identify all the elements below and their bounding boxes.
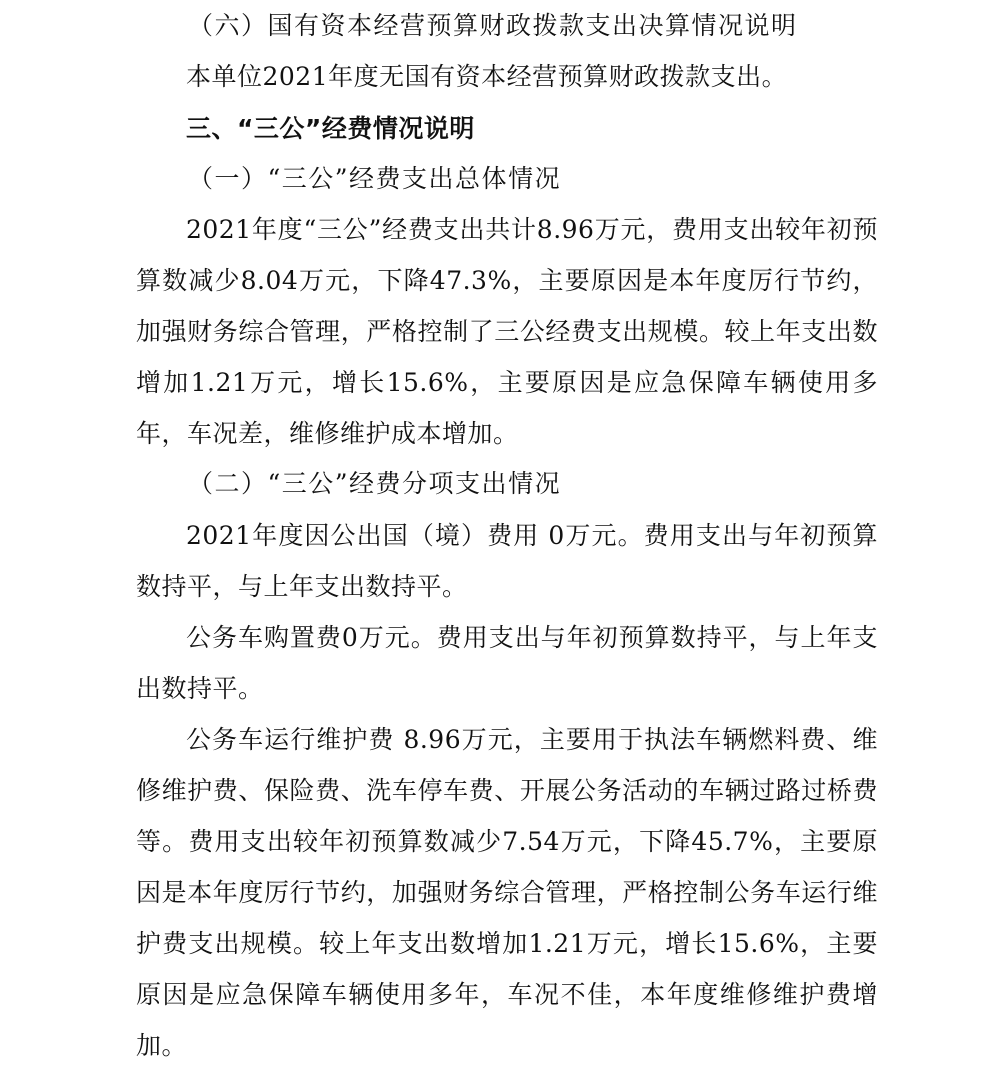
section-6-heading: （六）国有资本经营预算财政拨款支出决算情况说明 [188,11,798,40]
sub-2-para-2-block [136,612,878,714]
sub-2-para-3-block [136,714,878,1071]
sub-2-para-2: 公务车购置费0万元。费用支出与年初预算数持平，与上年支出数持平。 [136,623,878,703]
section-6-heading-block [136,0,878,51]
part-3-heading: 三、“三公”经费情况说明 [186,114,475,143]
sub-2-heading: （二）“三公”经费分项支出情况 [188,469,562,498]
sub-2-para-3: 公务车运行维护费 8.96万元，主要用于执法车辆燃料费、维修维护费、保险费、洗车停车费、开展公务活动的车辆过路过桥费等。费用支出较年初预算数减少7.54万元，下降45.7%，主要原因是本年度厉行节约，加强财务综合管理，严格控制公务车运行维护费支出规模。较上年支出数增加1.21万元，增长15.6%，主要原因是应急保障车辆使用多年，车况不佳，本年度维修维护费增加。 [136,725,878,1060]
sub-1-body-block [136,204,878,459]
sub-1-heading: （一）“三公”经费支出总体情况 [188,164,562,193]
sub-1-body: 2021年度“三公”经费支出共计8.96万元，费用支出较年初预算数减少8.04万元，下降47.3%，主要原因是本年度厉行节约，加强财务综合管理，严格控制了三公经费支出规模。较上年支出数增加1.21万元，增长15.6%，主要原因是应急保障车辆使用多年，车况差，维修维护成本增加。 [136,215,878,448]
section-6-body: 本单位2021年度无国有资本经营预算财政拨款支出。 [186,62,788,91]
sub-2-heading-block [136,458,878,509]
sub-1-heading-block [136,153,878,204]
sub-2-para-1: 2021年度因公出国（境）费用 0万元。费用支出与年初预算数持平，与上年支出数持平。 [136,521,878,601]
part-3-heading-block [136,103,878,154]
sub-2-para-1-block [136,510,878,612]
section-6-body-block [136,51,878,102]
